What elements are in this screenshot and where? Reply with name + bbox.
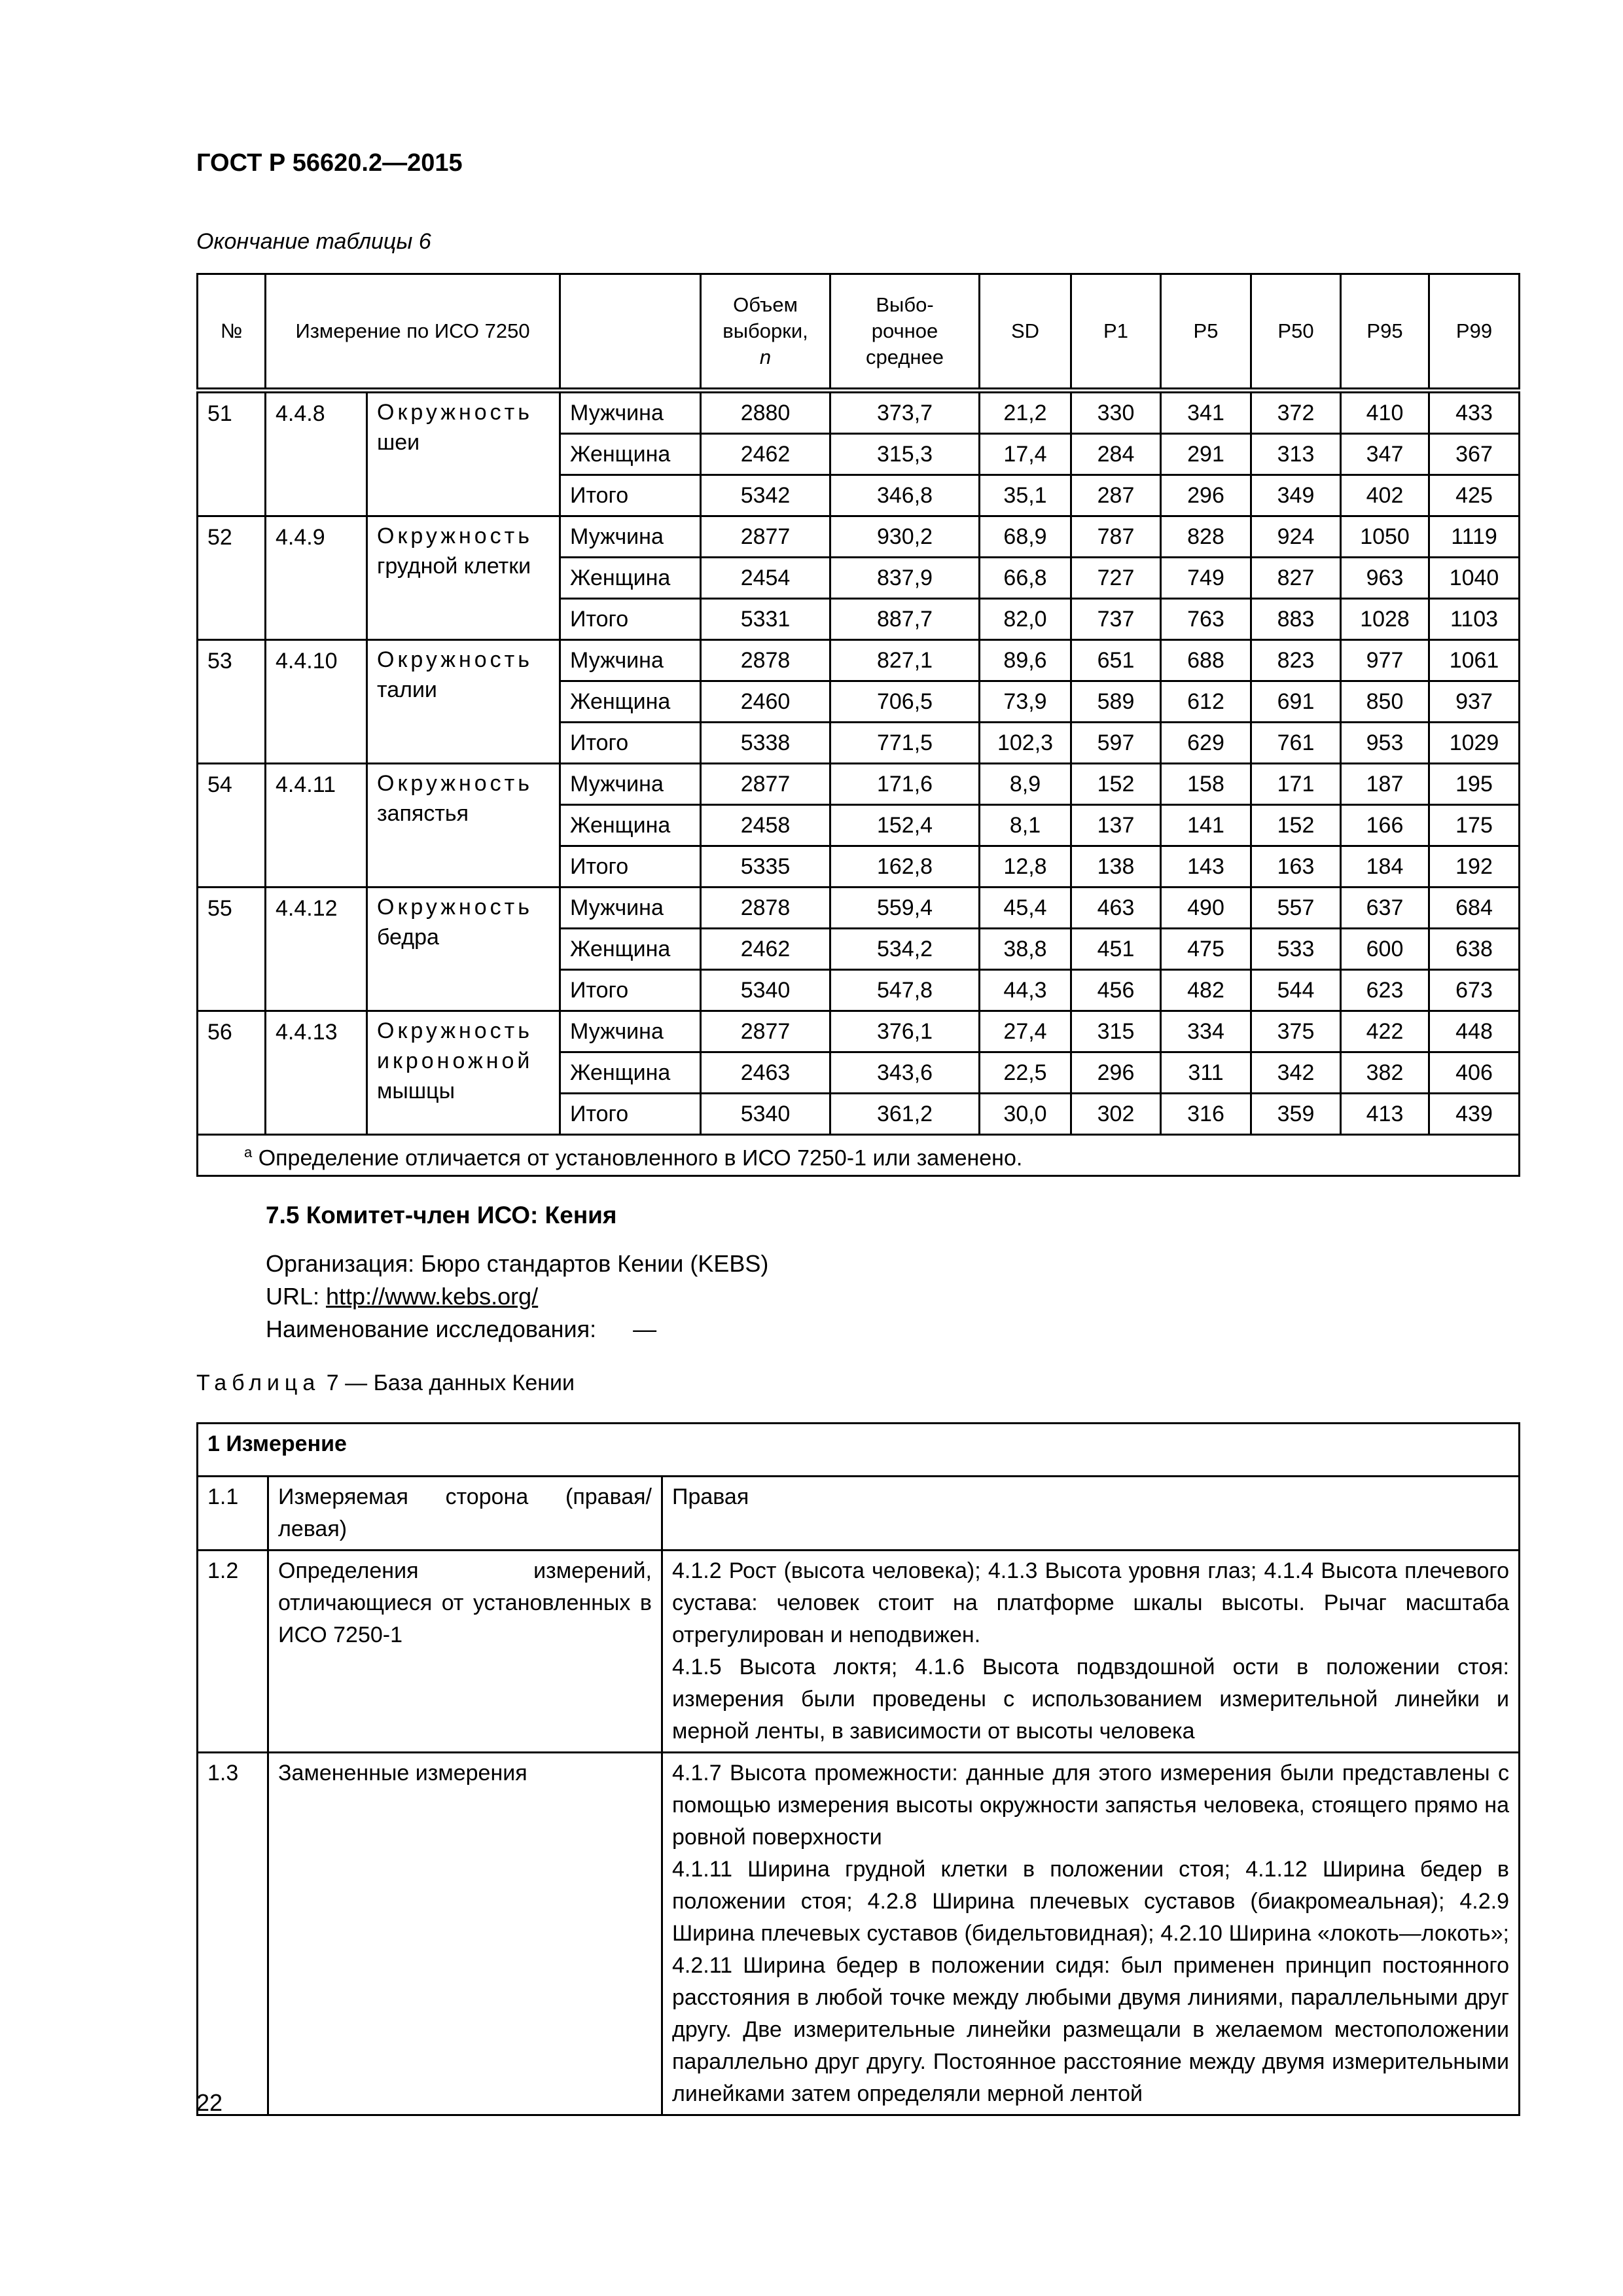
cell-p95: 977 [1341,640,1429,681]
cell-iso-code: 4.4.10 [266,640,367,764]
cell-sample-size: 2462 [701,929,830,970]
table-row [198,640,1520,681]
cell-p95: 166 [1341,805,1429,846]
cell-p99: 439 [1429,1094,1520,1135]
cell-no: 55 [198,888,266,1011]
table-7-caption-word: Таблица [196,1371,321,1395]
cell-sd: 8,9 [980,764,1071,805]
study-line [266,1316,656,1343]
cell-sample-size: 2877 [701,1011,830,1052]
cell-p50: 557 [1251,888,1341,929]
cell-p5: 475 [1161,929,1251,970]
table-header-row [198,274,1520,391]
cell-p50: 349 [1251,475,1341,516]
cell-sample-size: 5340 [701,1094,830,1135]
cell-p5: 291 [1161,434,1251,475]
measurement-name-rest: талии [377,677,437,702]
cell-mean: 547,8 [830,970,980,1011]
cell-p1: 138 [1071,846,1161,888]
table-7 [196,1422,1520,2116]
kebs-url-link[interactable]: http://www.kebs.org/ [326,1283,539,1310]
cell-p50: 761 [1251,723,1341,764]
cell-mean: 343,6 [830,1052,980,1094]
cell-mean: 827,1 [830,640,980,681]
cell-p1: 456 [1071,970,1161,1011]
cell-p5: 828 [1161,516,1251,558]
cell-sample-size: 2878 [701,640,830,681]
cell-mean: 171,6 [830,764,980,805]
cell-p5: 749 [1161,558,1251,599]
value-paragraph: 4.1.5 Высота локтя; 4.1.6 Высота подвздошной ости в положении стоя: измерения были проведены с использованием измерительной линейки и мерной ленты, в зависимости от высоты человека [672,1655,1509,1744]
row-label: Измеряемая сторона (правая/ левая) [268,1477,662,1551]
cell-mean: 152,4 [830,805,980,846]
col-header-sd: SD [980,274,1071,391]
cell-p95: 953 [1341,723,1429,764]
study-label: Наименование исследования: [266,1316,597,1342]
cell-measurement-name [367,516,560,640]
table-7-row [198,1477,1520,1551]
cell-mean: 837,9 [830,558,980,599]
table-6 [196,273,1520,1177]
table-7-row [198,1551,1520,1753]
cell-measurement-name [367,888,560,1011]
cell-p5: 158 [1161,764,1251,805]
cell-sd: 68,9 [980,516,1071,558]
cell-p50: 342 [1251,1052,1341,1094]
cell-p95: 963 [1341,558,1429,599]
cell-p99: 175 [1429,805,1520,846]
cell-p50: 544 [1251,970,1341,1011]
cell-sd: 27,4 [980,1011,1071,1052]
cell-sex: Мужчина [560,391,701,434]
cell-p95: 1050 [1341,516,1429,558]
url-line [266,1283,538,1310]
cell-p99: 1061 [1429,640,1520,681]
cell-p99: 433 [1429,391,1520,434]
row-number: 1.1 [198,1477,268,1551]
cell-p95: 413 [1341,1094,1429,1135]
col-header-p5: P5 [1161,274,1251,391]
table-row [198,516,1520,558]
col-header-mean-l3: среднее [866,346,944,368]
cell-mean: 162,8 [830,846,980,888]
cell-p50: 691 [1251,681,1341,723]
cell-p1: 597 [1071,723,1161,764]
cell-mean: 706,5 [830,681,980,723]
cell-p5: 688 [1161,640,1251,681]
cell-sample-size: 2460 [701,681,830,723]
table-row [198,1011,1520,1052]
measurement-name-rest: бедра [377,925,439,950]
cell-p1: 302 [1071,1094,1161,1135]
cell-sd: 21,2 [980,391,1071,434]
cell-p5: 612 [1161,681,1251,723]
cell-sample-size: 2462 [701,434,830,475]
row-label: Замененные измерения [268,1753,662,2115]
cell-p95: 402 [1341,475,1429,516]
cell-mean: 346,8 [830,475,980,516]
cell-p1: 137 [1071,805,1161,846]
cell-p50: 823 [1251,640,1341,681]
cell-no: 53 [198,640,266,764]
cell-p1: 451 [1071,929,1161,970]
cell-p5: 482 [1161,970,1251,1011]
cell-p50: 924 [1251,516,1341,558]
cell-sex: Итого [560,846,701,888]
cell-sample-size: 2454 [701,558,830,599]
cell-p99: 937 [1429,681,1520,723]
col-header-sample-size-label: Объем выборки, [722,293,808,342]
measurement-name-rest: мышцы [377,1079,455,1103]
cell-p50: 375 [1251,1011,1341,1052]
cell-p1: 787 [1071,516,1161,558]
measurement-name-spaced: Окружность икроножной [377,1018,533,1073]
col-header-p95: P95 [1341,274,1429,391]
cell-sex: Итого [560,1094,701,1135]
cell-sample-size: 2458 [701,805,830,846]
cell-mean: 315,3 [830,434,980,475]
cell-sample-size: 5338 [701,723,830,764]
cell-no: 56 [198,1011,266,1135]
cell-mean: 930,2 [830,516,980,558]
col-header-mean-l2: рочное [871,319,938,342]
cell-sd: 17,4 [980,434,1071,475]
cell-p50: 827 [1251,558,1341,599]
col-header-p99: P99 [1429,274,1520,391]
cell-p95: 382 [1341,1052,1429,1094]
cell-mean: 361,2 [830,1094,980,1135]
cell-mean: 534,2 [830,929,980,970]
row-value [662,1477,1520,1551]
cell-p50: 883 [1251,599,1341,640]
cell-p99: 684 [1429,888,1520,929]
table-footnote [198,1135,1520,1176]
col-header-mean [830,274,980,391]
cell-p1: 287 [1071,475,1161,516]
row-number: 1.2 [198,1551,268,1753]
cell-sex: Мужчина [560,888,701,929]
cell-p50: 359 [1251,1094,1341,1135]
cell-measurement-name [367,764,560,888]
cell-sd: 44,3 [980,970,1071,1011]
document-title: ГОСТ Р 56620.2—2015 [196,149,463,177]
cell-p99: 638 [1429,929,1520,970]
cell-sex: Итого [560,723,701,764]
table-7-row [198,1753,1520,2115]
cell-p99: 425 [1429,475,1520,516]
col-header-p50: P50 [1251,274,1341,391]
cell-p95: 422 [1341,1011,1429,1052]
cell-p50: 152 [1251,805,1341,846]
cell-p5: 311 [1161,1052,1251,1094]
cell-p99: 195 [1429,764,1520,805]
cell-p95: 347 [1341,434,1429,475]
cell-p99: 367 [1429,434,1520,475]
row-label: Определения измерений, отличающиеся от установленных в ИСО 7250-1 [268,1551,662,1753]
table-7-section-header: 1 Измерение [198,1424,1520,1477]
footnote-text: Определение отличается от установленного в ИСО 7250-1 или заменено. [258,1145,1023,1171]
cell-p5: 296 [1161,475,1251,516]
cell-p95: 600 [1341,929,1429,970]
cell-p1: 727 [1071,558,1161,599]
row-value [662,1753,1520,2115]
table-row [198,764,1520,805]
row-value [662,1551,1520,1753]
cell-p99: 673 [1429,970,1520,1011]
cell-p95: 623 [1341,970,1429,1011]
cell-mean: 887,7 [830,599,980,640]
col-header-sample-size [701,274,830,391]
study-value: — [633,1316,657,1342]
cell-p99: 406 [1429,1052,1520,1094]
cell-sex: Женщина [560,805,701,846]
cell-sex: Мужчина [560,1011,701,1052]
cell-p50: 163 [1251,846,1341,888]
table-row [198,888,1520,929]
value-paragraph: 4.1.2 Рост (высота человека); 4.1.3 Высота уровня глаз; 4.1.4 Высота плечевого сустава: человек стоит на платформе шкалы высоты. Рычаг масштаба отрегулирован и неподвижен. [672,1558,1509,1647]
cell-p95: 637 [1341,888,1429,929]
cell-mean: 376,1 [830,1011,980,1052]
cell-p5: 763 [1161,599,1251,640]
cell-sd: 12,8 [980,846,1071,888]
cell-sd: 8,1 [980,805,1071,846]
measurement-name-spaced: Окружность [377,771,533,796]
measurement-name-spaced: Окружность [377,895,533,920]
cell-p1: 315 [1071,1011,1161,1052]
cell-sample-size: 5335 [701,846,830,888]
col-header-sex [560,274,701,391]
cell-sd: 102,3 [980,723,1071,764]
cell-sex: Женщина [560,434,701,475]
cell-sex: Женщина [560,1052,701,1094]
cell-sd: 38,8 [980,929,1071,970]
cell-sex: Женщина [560,558,701,599]
cell-sd: 89,6 [980,640,1071,681]
cell-sd: 82,0 [980,599,1071,640]
cell-sex: Женщина [560,681,701,723]
measurement-name-rest: шеи [377,430,420,455]
cell-sample-size: 2877 [701,764,830,805]
col-header-p1: P1 [1071,274,1161,391]
cell-p5: 316 [1161,1094,1251,1135]
value-paragraph: 4.1.11 Ширина грудной клетки в положении стоя; 4.1.12 Ширина бедер в положении стоя; 4.2.8 Ширина плечевых суставов (биакромеальная); 4.2.9 Ширина плечевых суставов (бидельтовидная); 4.2.10 Ширина «локоть—локоть»; 4.2.11 Ширина бедер в положении сидя: был применен принцип постоянного расстояния в любой точке между любыми двумя линиями, параллельными друг другу. Две измерительные линейки размещали в желаемом местоположении параллельно друг другу. Постоянное расстояние между двумя измерительными линейками затем определяли мерной лентой [672,1857,1509,2106]
measurement-name-rest: запястья [377,801,469,826]
cell-p99: 1119 [1429,516,1520,558]
cell-sample-size: 2463 [701,1052,830,1094]
cell-sex: Мужчина [560,640,701,681]
cell-p50: 533 [1251,929,1341,970]
cell-mean: 559,4 [830,888,980,929]
cell-measurement-name [367,1011,560,1135]
cell-no: 51 [198,391,266,516]
cell-p5: 334 [1161,1011,1251,1052]
measurement-name-spaced: Окружность [377,647,533,672]
cell-p1: 589 [1071,681,1161,723]
cell-p1: 296 [1071,1052,1161,1094]
footnote-mark: a [244,1143,253,1160]
value-paragraph: Правая [672,1484,749,1509]
cell-no: 52 [198,516,266,640]
table-7-header-row [198,1424,1520,1477]
cell-p1: 152 [1071,764,1161,805]
section-heading: 7.5 Комитет-член ИСО: Кения [266,1202,617,1229]
cell-measurement-name [367,640,560,764]
cell-iso-code: 4.4.8 [266,391,367,516]
cell-sample-size: 2880 [701,391,830,434]
cell-sex: Женщина [560,929,701,970]
cell-iso-code: 4.4.13 [266,1011,367,1135]
cell-p5: 629 [1161,723,1251,764]
cell-sd: 45,4 [980,888,1071,929]
cell-p99: 1029 [1429,723,1520,764]
cell-sd: 30,0 [980,1094,1071,1135]
cell-p95: 187 [1341,764,1429,805]
footnote-row [198,1135,1520,1176]
cell-sex: Мужчина [560,516,701,558]
cell-p1: 284 [1071,434,1161,475]
cell-p99: 1103 [1429,599,1520,640]
col-header-mean-l1: Выбо- [876,293,934,316]
cell-sample-size: 5340 [701,970,830,1011]
measurement-name-spaced: Окружность [377,524,533,548]
table-7-caption-text: 7 — База данных Кении [326,1371,575,1395]
cell-sample-size: 2878 [701,888,830,929]
cell-sample-size: 5331 [701,599,830,640]
table-7-caption [196,1371,575,1396]
cell-p50: 313 [1251,434,1341,475]
cell-mean: 373,7 [830,391,980,434]
cell-sex: Итого [560,970,701,1011]
cell-mean: 771,5 [830,723,980,764]
cell-p95: 184 [1341,846,1429,888]
cell-p50: 171 [1251,764,1341,805]
cell-p95: 1028 [1341,599,1429,640]
cell-p99: 192 [1429,846,1520,888]
row-number: 1.3 [198,1753,268,2115]
cell-iso-code: 4.4.9 [266,516,367,640]
cell-measurement-name [367,391,560,516]
cell-sd: 22,5 [980,1052,1071,1094]
value-paragraph: 4.1.7 Высота промежности: данные для этого измерения были представлены с помощью измерения высоты окружности запястья человека, стоящего прямо на ровной поверхности [672,1761,1509,1850]
cell-sd: 35,1 [980,475,1071,516]
cell-p1: 651 [1071,640,1161,681]
cell-no: 54 [198,764,266,888]
col-header-measurement: Измерение по ИСО 7250 [266,274,560,391]
cell-p95: 410 [1341,391,1429,434]
col-header-n: n [759,346,772,368]
cell-iso-code: 4.4.12 [266,888,367,1011]
cell-sd: 66,8 [980,558,1071,599]
cell-p50: 372 [1251,391,1341,434]
cell-iso-code: 4.4.11 [266,764,367,888]
col-header-no: № [198,274,266,391]
cell-p1: 330 [1071,391,1161,434]
table-continuation-caption: Окончание таблицы 6 [196,229,431,254]
cell-p5: 143 [1161,846,1251,888]
cell-p99: 1040 [1429,558,1520,599]
cell-sex: Мужчина [560,764,701,805]
cell-p5: 490 [1161,888,1251,929]
cell-sd: 73,9 [980,681,1071,723]
cell-p5: 341 [1161,391,1251,434]
cell-p99: 448 [1429,1011,1520,1052]
cell-p1: 737 [1071,599,1161,640]
cell-sex: Итого [560,599,701,640]
cell-sample-size: 2877 [701,516,830,558]
measurement-name-rest: грудной клетки [377,554,531,579]
url-label: URL: [266,1283,327,1310]
cell-p1: 463 [1071,888,1161,929]
page-number: 22 [196,2089,223,2116]
cell-sex: Итого [560,475,701,516]
organization-line: Организация: Бюро стандартов Кении (KEBS) [266,1250,769,1277]
cell-p5: 141 [1161,805,1251,846]
cell-p95: 850 [1341,681,1429,723]
cell-sample-size: 5342 [701,475,830,516]
measurement-name-spaced: Окружность [377,400,533,425]
table-row [198,391,1520,434]
